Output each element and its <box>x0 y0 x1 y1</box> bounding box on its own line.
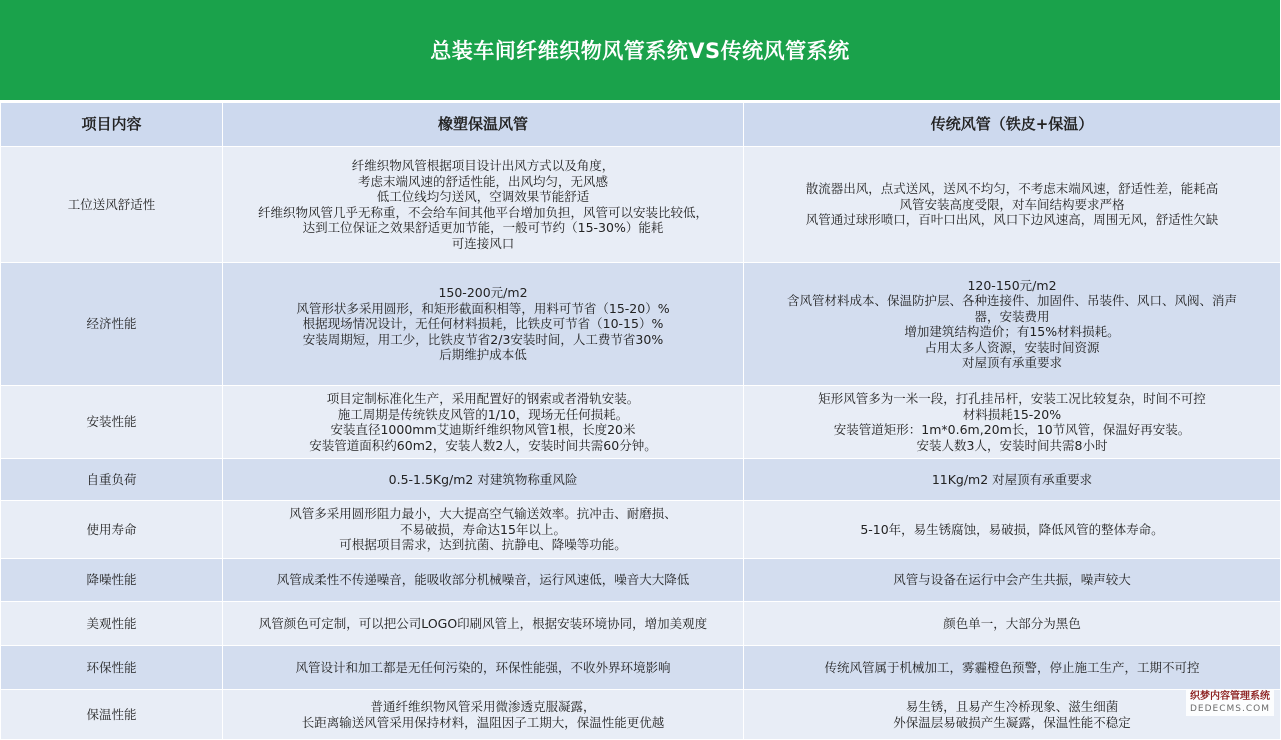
cell-line: 普通纤维织物风管采用微渗透克服凝露， <box>370 699 596 714</box>
cell-line: 根据现场情况设计，无任何材料损耗，比铁皮可节省（10-15）% <box>302 316 664 332</box>
cell-line: 矩形风管多为一米一段，打孔挂吊杆，安装工况比较复杂，时间不可控 <box>818 391 1206 406</box>
traditional-cell <box>744 386 1281 459</box>
cell-line: 散流器出风，点式送风，送风不均匀，不考虑末端风速，舒适性差，能耗高 <box>805 181 1219 197</box>
cell-line: 可根据项目需求，达到抗菌、抗静电、降噪等功能。 <box>339 537 627 553</box>
table-row <box>1 690 1281 740</box>
cell-line: 材料损耗15-20% <box>962 406 1062 422</box>
fabric-cell <box>223 386 744 459</box>
cell-line: 纤维织物风管根据项目设计出风方式以及角度， <box>351 158 615 173</box>
cell-line: 低工位线均匀送风，空调效果节能舒适 <box>376 189 590 204</box>
row-category: 经济性能 <box>1 263 223 386</box>
fabric-cell <box>223 263 744 386</box>
fabric-cell <box>223 147 744 263</box>
fabric-cell <box>223 690 744 740</box>
cell-line: 占用太多人资源，安装时间资源 <box>924 339 1100 355</box>
fabric-cell <box>223 602 744 646</box>
cell-line: 0.5-1.5Kg/m2 对建筑物称重风险 <box>388 471 578 487</box>
cell-line: 施工周期是传统铁皮风管的1/10，现场无任何损耗。 <box>337 406 629 422</box>
traditional-cell <box>744 501 1281 559</box>
cell-line: 风管成柔性不传递噪音，能吸收部分机械噪音，运行风速低，噪音大大降低 <box>276 572 690 588</box>
cell-line: 纤维织物风管几乎无称重，不会给车间其他平台增加负担，风管可以安装比较低， <box>257 204 708 220</box>
row-category: 自重负荷 <box>1 459 223 501</box>
cell-line: 风管多采用圆形阻力最小，大大提高空气输送效率。抗冲击、耐磨损、 <box>289 506 677 522</box>
table-row <box>1 602 1281 646</box>
table-row <box>1 386 1281 459</box>
table-row <box>1 559 1281 602</box>
watermark-logo <box>1186 690 1274 716</box>
page-title: 总装车间纤维织物风管系统VS传统风管系统 <box>430 39 850 63</box>
table-row <box>1 147 1281 263</box>
fabric-cell <box>223 559 744 602</box>
cell-line: 含风管材料成本、保温防护层、各种连接件、加固件、吊装件、风口、风阀、消声 <box>786 293 1237 308</box>
row-category: 使用寿命 <box>1 501 223 559</box>
cell-line: 风管与设备在运行中会产生共振，噪声较大 <box>893 572 1131 588</box>
traditional-cell <box>744 459 1281 501</box>
header-traditional-duct: 传统风管（铁皮+保温） <box>744 103 1281 147</box>
fabric-cell <box>223 459 744 501</box>
table-row <box>1 263 1281 386</box>
fabric-cell <box>223 646 744 690</box>
cell-line: 不易破损，寿命达15年以上。 <box>400 521 566 537</box>
cell-line: 对屋顶有承重要求 <box>961 355 1062 370</box>
cell-line: 器，安装费用 <box>974 308 1050 324</box>
cell-line: 长距离输送风管采用保持材料，温阻因子工期大，保温性能更优越 <box>301 714 665 730</box>
comparison-table <box>0 102 1281 740</box>
row-category: 美观性能 <box>1 602 223 646</box>
cell-line: 风管通过球形喷口，百叶口出风，风口下边风速高，周围无风，舒适性欠缺 <box>805 212 1219 228</box>
cell-line: 项目定制标准化生产，采用配置好的钢索或者滑轨安装。 <box>326 391 640 406</box>
traditional-cell <box>744 263 1281 386</box>
cell-line: 安装周期短，用工少，比铁皮节省2/3安装时间，人工费节省30% <box>302 331 664 347</box>
cell-line: 安装直径1000mm艾迪斯纤维织物风管1根，长度20米 <box>330 422 636 437</box>
cell-line: 安装管道矩形：1m*0.6m,20m长，10节风管，保温好再安装。 <box>833 422 1191 437</box>
cell-line: 风管设计和加工都是无任何污染的，环保性能强，不收外界环境影响 <box>295 659 671 675</box>
cell-line: 120-150元/m2 <box>967 277 1057 293</box>
cell-line: 风管形状多采用圆形，和矩形截面积相等，用料可节省（15-20）% <box>296 300 670 316</box>
cell-line: 后期维护成本低 <box>439 347 527 363</box>
table-row <box>1 646 1281 690</box>
cell-line: 可连接风口 <box>451 235 515 251</box>
traditional-cell <box>744 602 1281 646</box>
title-bar <box>0 0 1280 100</box>
watermark-line2: DEDECMS.COM <box>1190 704 1270 714</box>
cell-line: 150-200元/m2 <box>438 285 528 301</box>
traditional-cell <box>744 646 1281 690</box>
row-category: 降噪性能 <box>1 559 223 602</box>
cell-line: 传统风管属于机械加工，雾霾橙色预警，停止施工生产，工期不可控 <box>824 659 1200 675</box>
cell-line: 安装管道面积约60m2，安装人数2人，安装时间共需60分钟。 <box>309 437 657 453</box>
row-category: 环保性能 <box>1 646 223 690</box>
table-row <box>1 459 1281 501</box>
cell-line: 外保温层易破损产生凝露，保温性能不稳定 <box>893 714 1131 730</box>
cell-line: 增加建筑结构造价；有15%材料损耗。 <box>904 324 1120 339</box>
cell-line: 11Kg/m2 对屋顶有承重要求 <box>931 471 1093 487</box>
cell-line: 5-10年，易生锈腐蚀，易破损，降低风管的整体寿命。 <box>860 521 1164 537</box>
row-category: 工位送风舒适性 <box>1 147 223 263</box>
fabric-cell <box>223 501 744 559</box>
traditional-cell <box>744 559 1281 602</box>
traditional-cell <box>744 147 1281 263</box>
watermark-line1: 织梦内容管理系统 <box>1190 691 1270 702</box>
row-category: 保温性能 <box>1 690 223 740</box>
header-fabric-duct: 橡塑保温风管 <box>223 103 744 147</box>
header-category: 项目内容 <box>1 103 223 147</box>
cell-line: 易生锈，且易产生冷桥现象、滋生细菌 <box>905 699 1119 714</box>
cell-line: 达到工位保证之效果舒适更加节能，一般可节约（15-30%）能耗 <box>302 220 664 235</box>
header-row <box>1 103 1281 147</box>
cell-line: 颜色单一，大部分为黑色 <box>943 615 1081 631</box>
cell-line: 考虑末端风速的舒适性能，出风均匀，无风感 <box>357 173 608 189</box>
cell-line: 风管安装高度受限，对车间结构要求严格 <box>899 196 1125 212</box>
cell-line: 风管颜色可定制，可以把公司LOGO印刷风管上，根据安装环境协同，增加美观度 <box>258 615 708 631</box>
cell-line: 安装人数3人，安装时间共需8小时 <box>916 437 1108 453</box>
row-category: 安装性能 <box>1 386 223 459</box>
table-row <box>1 501 1281 559</box>
